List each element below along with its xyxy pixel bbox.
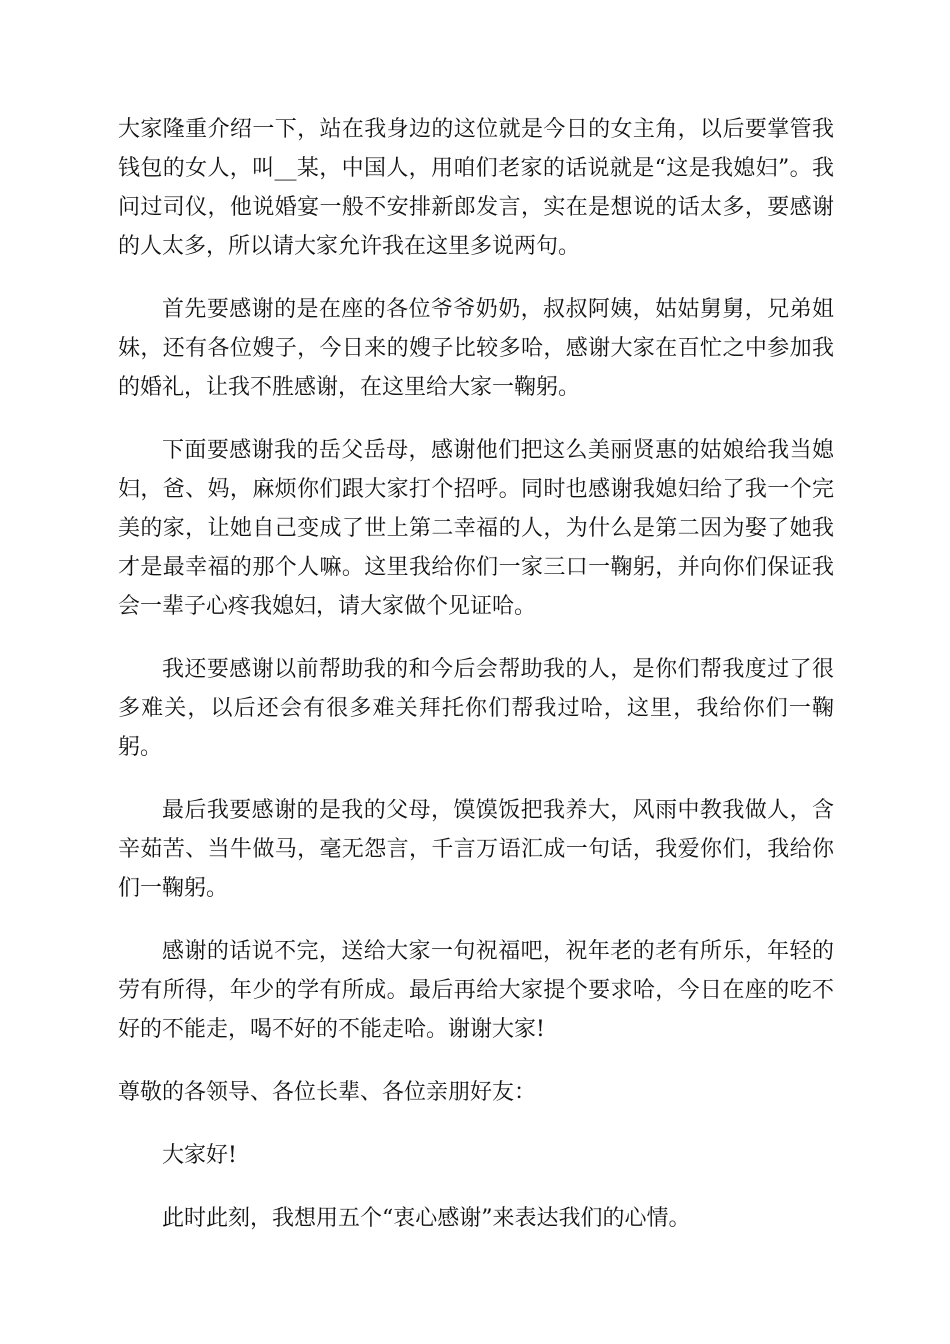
document-body xyxy=(118,110,834,1262)
paragraph-thanks-guests: 首先要感谢的是在座的各位爷爷奶奶，叔叔阿姨，姑姑舅舅，兄弟姐妹，还有各位嫂子，今日来的嫂子比较多哈，感谢大家在百忙之中参加我的婚礼，让我不胜感谢，在这里给大家一鞠躬。 xyxy=(118,297,834,400)
paragraph-thanks-in-laws: 下面要感谢我的岳父岳母，感谢他们把这么美丽贤惠的姑娘给我当媳妇，爸、妈，麻烦你们跟大家打个招呼。同时也感谢我媳妇给了我一个完美的家，让她自己变成了世上第二幸福的人，为什么是第二因为娶了她我才是最幸福的那个人嘛。这里我给你们一家三口一鞠躬，并向你们保证我会一辈子心疼我媳妇，请大家做个见证哈。 xyxy=(118,438,834,619)
paragraph-thanks-helpers: 我还要感谢以前帮助我的和今后会帮助我的人，是你们帮我度过了很多难关，以后还会有很多难关拜托你们帮我过哈，这里，我给你们一鞠躬。 xyxy=(118,657,834,760)
paragraph-blessing: 感谢的话说不完，送给大家一句祝福吧，祝年老的老有所乐，年轻的劳有所得，年少的学有所成。最后再给大家提个要求哈，今日在座的吃不好的不能走，喝不好的不能走哈。谢谢大家! xyxy=(118,939,834,1042)
paragraph-intro: 大家隆重介绍一下，站在我身边的这位就是今日的女主角，以后要掌管我钱包的女人，叫__某，中国人，用咱们老家的话说就是“这是我媳妇”。我问过司仪，他说婚宴一般不安排新郎发言，实在是想说的话太多，要感谢的人太多，所以请大家允许我在这里多说两句。 xyxy=(118,117,834,259)
paragraph-salutation: 尊敬的各领导、各位长辈、各位亲朋好友： xyxy=(118,1080,537,1105)
paragraph-greeting: 大家好! xyxy=(162,1143,237,1168)
paragraph-thanks-parents: 最后我要感谢的是我的父母，馍馍饭把我养大，风雨中教我做人，含辛茹苦、当牛做马，毫无怨言，千言万语汇成一句话，我爱你们，我给你们一鞠躬。 xyxy=(118,798,834,901)
paragraph-five-thanks: 此时此刻，我想用五个“衷心感谢”来表达我们的心情。 xyxy=(162,1206,691,1231)
